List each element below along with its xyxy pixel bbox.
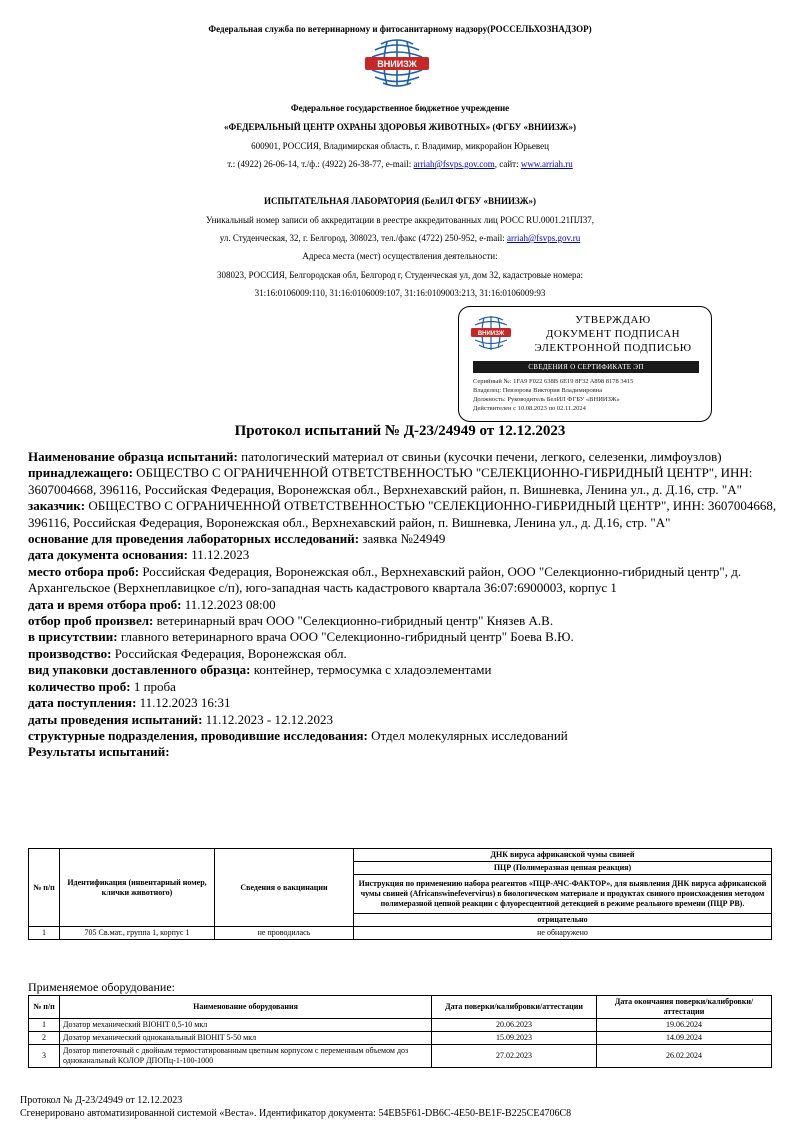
site-prefix: , сайт: — [494, 159, 521, 169]
field-value: 11.12.2023 - 12.12.2023 — [202, 711, 334, 727]
field-received — [28, 695, 780, 711]
equipment-num: 3 — [29, 1045, 60, 1068]
field-label: дата поступления: — [28, 695, 137, 711]
results-header-row-1 — [29, 849, 772, 862]
institution-type: Федеральное государственное бюджетное учреждение — [290, 103, 510, 113]
field-packaging — [28, 662, 780, 678]
vniizzh-logo — [361, 38, 433, 88]
equipment-end: 26.02.2024 — [597, 1045, 772, 1068]
field-departments — [28, 728, 780, 744]
field-results-heading — [28, 744, 780, 760]
field-value: Российская Федерация, Воронежская обл., Верхнехавский район, ООО "Селекционно-гибридный центр", д. Архангельское (Верхнеплавицкое с/п), юго-западная часть кадастрового квартала 36:07:6900003, корпус 1 — [28, 563, 742, 596]
field-label: Результаты испытаний: — [28, 744, 170, 760]
results-table — [28, 848, 772, 940]
field-label: дата и время отбора проб: — [28, 596, 182, 612]
signature-stamp — [458, 306, 712, 422]
field-label: производство: — [28, 645, 112, 661]
field-production — [28, 646, 780, 662]
logo-text: ВНИИЗЖ — [377, 59, 417, 69]
field-label: отбор проб произвел: — [28, 613, 154, 629]
equipment-table — [28, 995, 772, 1068]
field-value: Российская Федерация, Воронежская обл. — [111, 645, 347, 661]
footer-generated: Сгенерировано автоматизированной системой «Веста». Идентификатор документа: 54EB5F61-DB6C-4E50-BE1F-B225CE4706C8 — [20, 1108, 572, 1119]
field-value: ОБЩЕСТВО С ОГРАНИЧЕННОЙ ОТВЕТСТВЕННОСТЬЮ "СЕЛЕКЦИОННО-ГИБРИДНЫЙ ЦЕНТР", ИНН: 3607004668, 396116, Российская Федерация, Воронежская обл., Верхнехавский район, п. Вишневка, Ленина ул., д. Д.16, стр. "А" — [28, 465, 753, 497]
field-label: заказчик: — [28, 498, 86, 514]
field-label: принадлежащего: — [28, 465, 133, 481]
stamp-cert-bar: СВЕДЕНИЯ О СЕРТИФИКАТЕ ЭП — [473, 361, 699, 373]
field-value: заявка №24949 — [359, 531, 446, 547]
field-label: дата документа основания: — [28, 547, 188, 563]
stamp-logo-text: ВНИИЗЖ — [477, 331, 505, 337]
stamp-validity: Действителен с 10.08.2023 по 02.11.2024 — [473, 405, 586, 412]
equipment-name: Дозатор механический BIOHIT 0,5-10 мкл — [60, 1019, 432, 1032]
field-owner — [28, 465, 780, 498]
equipment-col-date: Дата поверки/калибровки/аттестации — [432, 996, 597, 1019]
equipment-col-end: Дата окончания поверки/калибровки/аттестации — [597, 996, 772, 1019]
result-value: не обнаружено — [354, 927, 772, 940]
field-value: 1 проба — [130, 678, 176, 694]
lab-activity-address: 308023, РОССИЯ, Белгородская обл, Белгород г, Студенческая ул, дом 32, кадастровые номера: — [216, 270, 584, 280]
lab-activity-label: Адреса места (мест) осуществления деятельности: — [302, 251, 498, 261]
stamp-heading — [521, 313, 705, 355]
institution-address: 600901, РОССИЯ, Владимирская область, г. Владимир, микрорайон Юрьевец — [251, 141, 549, 151]
stamp-line-approve: УТВЕРЖДАЮ — [575, 314, 651, 326]
results-header-instruction: Инструкция по применению набора реагентов «ПЦР-АЧС-ФАКТОР», для выявления ДНК вируса африканской чумы свиней (Africanswinefevervirus) в биологическом материале и продуктах свиного происхождения методом полимеразной цепной реакции с флуоресцентной детекцией в режиме реального времени (ПЦР РВ). — [354, 875, 772, 914]
field-sampling-datetime — [28, 597, 780, 613]
field-sample-name — [28, 449, 780, 465]
field-value: ветеринарный врач ООО "Селекционно-гибридный центр" Князев А.В. — [153, 613, 554, 629]
stamp-line-signed: ДОКУМЕНТ ПОДПИСАН — [545, 328, 681, 340]
field-sampled-by — [28, 613, 780, 629]
field-value: контейнер, термосумка с хладоэлементами — [250, 662, 492, 678]
stamp-owner: Владелец: Певзорова Виктория Владимировна — [473, 387, 603, 394]
equipment-header-row — [29, 996, 772, 1019]
institution-site-link[interactable]: www.arriah.ru — [520, 159, 573, 169]
footer — [20, 1094, 571, 1120]
field-label: количество проб: — [28, 678, 131, 694]
field-value: главного ветеринарного врача ООО "Селекционно-гибридный центр" Боева В.Ю. — [117, 629, 574, 645]
results-col-id: Идентификация (инвентарный номер, клички животного) — [60, 849, 215, 927]
equipment-date: 15.09.2023 — [432, 1032, 597, 1045]
equipment-col-name: Наименование оборудования — [60, 996, 432, 1019]
table-row — [29, 1045, 772, 1068]
stamp-position: Должность: Руководитель БелИЛ ФГБУ «ВНИИЗЖ» — [473, 396, 620, 403]
equipment-col-num: № п/п — [29, 996, 60, 1019]
field-label: место отбора проб: — [28, 563, 140, 579]
lab-accreditation: Уникальный номер записи об аккредитации в реестре аккредитованных лиц РОСС RU.0001.21ПЛ37, — [206, 215, 594, 225]
stamp-details — [473, 377, 633, 413]
field-in-presence — [28, 629, 780, 645]
equipment-num: 1 — [29, 1019, 60, 1032]
field-value: 11.12.2023 08:00 — [181, 596, 276, 612]
lab-address — [0, 232, 800, 244]
field-basis-date — [28, 547, 780, 563]
results-header-target: ДНК вируса африканской чумы свиней — [354, 849, 772, 862]
equipment-num: 2 — [29, 1032, 60, 1045]
results-col-num: № п/п — [29, 849, 60, 927]
result-num: 1 — [29, 927, 60, 940]
lab-name: ИСПЫТАТЕЛЬНАЯ ЛАБОРАТОРИЯ (БелИЛ ФГБУ «ВНИИЗЖ») — [263, 196, 537, 206]
results-header-method: ПЦР (Полимеразная цепная реакция) — [354, 862, 772, 875]
result-vaccination: не проводилась — [215, 927, 354, 940]
field-test-dates — [28, 712, 780, 728]
field-label: структурные подразделения, проводившие исследования: — [28, 727, 368, 743]
field-label: в присутствии: — [28, 629, 118, 645]
field-label: вид упаковки доставленного образца: — [28, 662, 251, 678]
equipment-end: 14.09.2024 — [597, 1032, 772, 1045]
table-row — [29, 1019, 772, 1032]
results-header-norm: отрицательно — [354, 914, 772, 927]
field-basis — [28, 531, 780, 547]
equipment-name: Дозатор пипеточный с двойным термостатированным цветным корпусом с переменным объемом доз одноканальный КОЛОР ДПОПц-1-100-1000 — [60, 1045, 432, 1068]
equipment-caption: Применяемое оборудование: — [28, 980, 175, 994]
field-label: даты проведения испытаний: — [28, 711, 203, 727]
contacts-text: т.: (4922) 26-06-14, т./ф.: (4922) 26-38-77, e-mail: — [227, 159, 414, 169]
results-col-vaccination: Сведения о вакцинации — [215, 849, 354, 927]
stamp-serial: Серийный №: 1FA9 F022 638B 6E19 8F32 A898 8178 3415 — [473, 378, 634, 385]
protocol-title: Протокол испытаний № Д-23/24949 от 12.12.2023 — [234, 423, 566, 439]
field-value: ОБЩЕСТВО С ОГРАНИЧЕННОЙ ОТВЕТСТВЕННОСТЬЮ "СЕЛЕКЦИОННО-ГИБРИДНЫЙ ЦЕНТР", ИНН: 3607004668, 396116, Российская Федерация, Воронежская обл., Верхнехавский район, п. Вишневка, Ленина ул., д. Д.16, стр. "А" — [28, 498, 777, 530]
protocol-fields — [28, 449, 780, 761]
stamp-logo — [469, 315, 513, 351]
equipment-end: 19.06.2024 — [597, 1019, 772, 1032]
table-row — [29, 1032, 772, 1045]
equipment-date: 27.02.2023 — [432, 1045, 597, 1068]
field-sample-count — [28, 679, 780, 695]
field-value: 11.12.2023 — [187, 547, 250, 563]
lab-email-link[interactable]: arriah@fsvps.gov.ru — [507, 233, 581, 243]
field-label: основание для проведения лабораторных исследований: — [28, 531, 360, 547]
field-value: патологический материал от свиньи (кусочки печени, легкого, селезенки, лимфоузлов) — [237, 449, 722, 464]
stamp-line-esign: ЭЛЕКТРОННОЙ ПОДПИСЬЮ — [534, 342, 692, 354]
field-customer — [28, 498, 780, 531]
field-label: Наименование образца испытаний: — [28, 449, 238, 464]
lab-cadastral: 31:16:0106009:110, 31:16:0106009:107, 31:16:0109003:213, 31:16:0106009:93 — [254, 288, 546, 298]
footer-protocol: Протокол № Д-23/24949 от 12.12.2023 — [20, 1095, 183, 1106]
field-value: Отдел молекулярных исследований — [367, 727, 568, 743]
institution-contacts — [0, 158, 800, 170]
table-row — [29, 927, 772, 940]
institution-email-link[interactable]: arriah@fsvps.gov.com — [413, 159, 495, 169]
institution-name: «ФЕДЕРАЛЬНЫЙ ЦЕНТР ОХРАНЫ ЗДОРОВЬЯ ЖИВОТНЫХ» (ФГБУ «ВНИИЗЖ») — [223, 122, 577, 132]
field-value: 11.12.2023 16:31 — [136, 695, 231, 711]
result-id: 705 Св.мат., группа 1, корпус 1 — [60, 927, 215, 940]
equipment-name: Дозатор механический одноканальный BIOHIT 5-50 мкл — [60, 1032, 432, 1045]
equipment-date: 20.06.2023 — [432, 1019, 597, 1032]
agency-name: Федеральная служба по ветеринарному и фитосанитарному надзору(РОССЕЛЬХОЗНАДЗОР) — [208, 24, 592, 34]
field-sampling-place — [28, 564, 780, 597]
lab-address-text: ул. Студенческая, 32, г. Белгород, 308023, тел./факс (4722) 250-952, e-mail: — [219, 233, 508, 243]
